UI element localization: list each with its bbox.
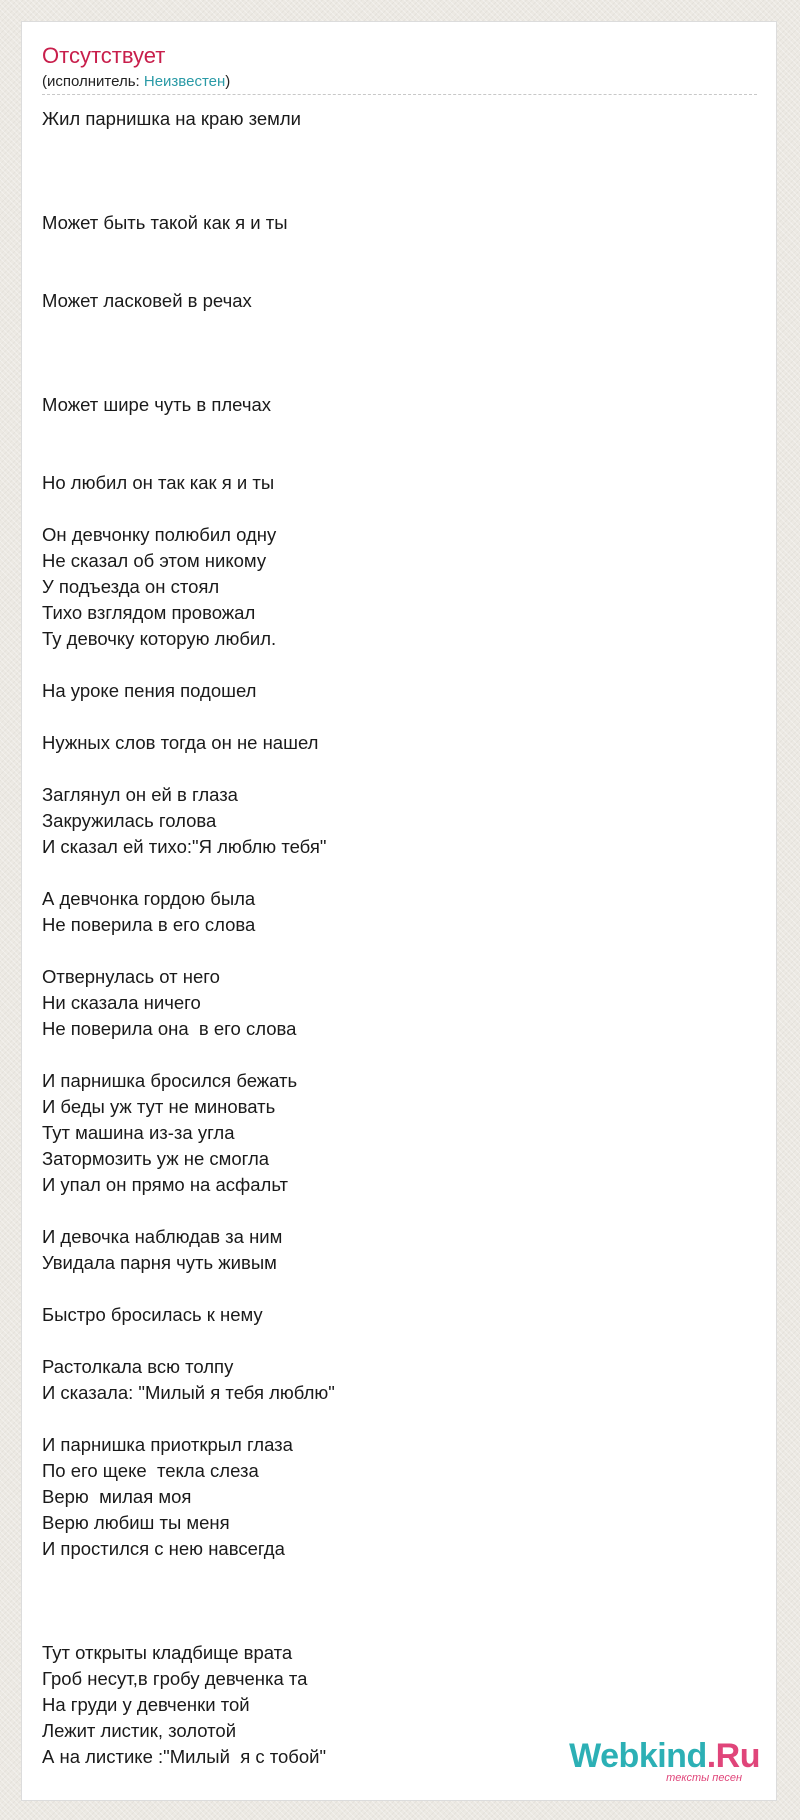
lyric-blank-line [42,158,757,184]
lyric-line: Заглянул он ей в глаза [42,784,238,805]
lyric-line: Может быть такой как я и ты [42,212,288,233]
logo-wordmark [569,1736,760,1776]
lyric-blank-line [42,340,757,366]
lyric-blank-line [42,1588,757,1614]
lyric-blank-line [42,132,757,158]
lyric-line: Ту девочку которую любил. [42,628,277,649]
artist-link[interactable]: Неизвестен [143,73,226,90]
song-title: Отсутствует [42,43,166,68]
lyric-blank-line [42,1614,757,1640]
lyric-line: Может ласковей в речах [42,290,252,311]
lyric-line: Нужных слов тогда он не нашел [42,732,319,753]
lyric-line: А на листике :"Милый я с тобой" [42,1746,327,1767]
header-divider [42,94,757,95]
lyric-blank-line [42,1328,757,1354]
lyric-line: На уроке пения подошел [42,680,257,701]
artist-suffix: ) [225,73,231,90]
lyric-blank-line [42,1276,757,1302]
lyric-blank-line [42,1406,757,1432]
lyric-line: У подъезда он стоял [42,576,220,597]
lyric-blank-line [42,938,757,964]
lyric-blank-line [42,236,757,262]
lyric-blank-line [42,756,757,782]
lyric-line: Но любил он так как я и ты [42,472,275,493]
lyrics-text [42,106,757,1770]
lyric-line: Он девчонку полюбил одну [42,524,277,545]
lyric-line: Может шире чуть в плечах [42,394,272,415]
lyric-line: Жил парнишка на краю земли [42,108,302,129]
lyric-blank-line [42,860,757,886]
lyric-line: И парнишка приоткрыл глаза [42,1434,293,1455]
lyric-blank-line [42,418,757,444]
lyric-blank-line [42,262,757,288]
lyric-line: Растолкала всю толпу [42,1356,234,1377]
lyric-line: Увидала парня чуть живым [42,1252,277,1273]
lyric-blank-line [42,652,757,678]
lyric-line: Закружилась голова [42,810,217,831]
lyric-blank-line [42,366,757,392]
lyric-line: И парнишка бросился бежать [42,1070,298,1091]
lyric-line: И простился с нею навсегда [42,1538,285,1559]
lyric-line: И девочка наблюдав за ним [42,1226,283,1247]
lyric-line: Гроб несут,в гробу девченка та [42,1668,308,1689]
lyric-line: И сказала: "Милый я тебя люблю" [42,1382,335,1403]
lyric-blank-line [42,444,757,470]
logo-tagline: тексты песен [666,1772,742,1784]
lyric-line: И упал он прямо на асфальт [42,1174,288,1195]
lyric-line: И сказал ей тихо:"Я люблю тебя" [42,836,327,857]
lyric-line: А девчонка гордою была [42,888,256,909]
lyric-blank-line [42,1198,757,1224]
lyric-line: Тут машина из-за угла [42,1122,235,1143]
artist-prefix: (исполнитель: [42,73,144,90]
lyric-blank-line [42,314,757,340]
lyric-line: Не сказал об этом никому [42,550,267,571]
lyric-line: Тут открыты кладбище врата [42,1642,293,1663]
lyric-blank-line [42,1562,757,1588]
lyric-blank-line [42,496,757,522]
logo-main-text: Webkind [569,1737,707,1775]
lyrics-card [21,21,777,1801]
lyric-line: Не поверила она в его слова [42,1018,297,1039]
site-logo[interactable] [568,1736,768,1788]
artist-line [42,73,230,91]
lyric-line: Затормозить уж не смогла [42,1148,270,1169]
lyric-line: Лежит листик, золотой [42,1720,237,1741]
lyric-line: Верю милая моя [42,1486,192,1507]
lyric-line: На груди у девченки той [42,1694,250,1715]
lyric-line: Не поверила в его слова [42,914,256,935]
lyric-line: По его щеке текла слеза [42,1460,259,1481]
lyric-blank-line [42,1042,757,1068]
lyric-line: Тихо взглядом провожал [42,602,256,623]
logo-suffix-text: .Ru [706,1737,760,1775]
lyric-blank-line [42,184,757,210]
lyric-line: Ни сказала ничего [42,992,201,1013]
lyric-line: Верю любиш ты меня [42,1512,230,1533]
lyric-blank-line [42,704,757,730]
lyric-line: Отвернулась от него [42,966,220,987]
lyric-line: Быстро бросилась к нему [42,1304,263,1325]
lyric-line: И беды уж тут не миновать [42,1096,276,1117]
